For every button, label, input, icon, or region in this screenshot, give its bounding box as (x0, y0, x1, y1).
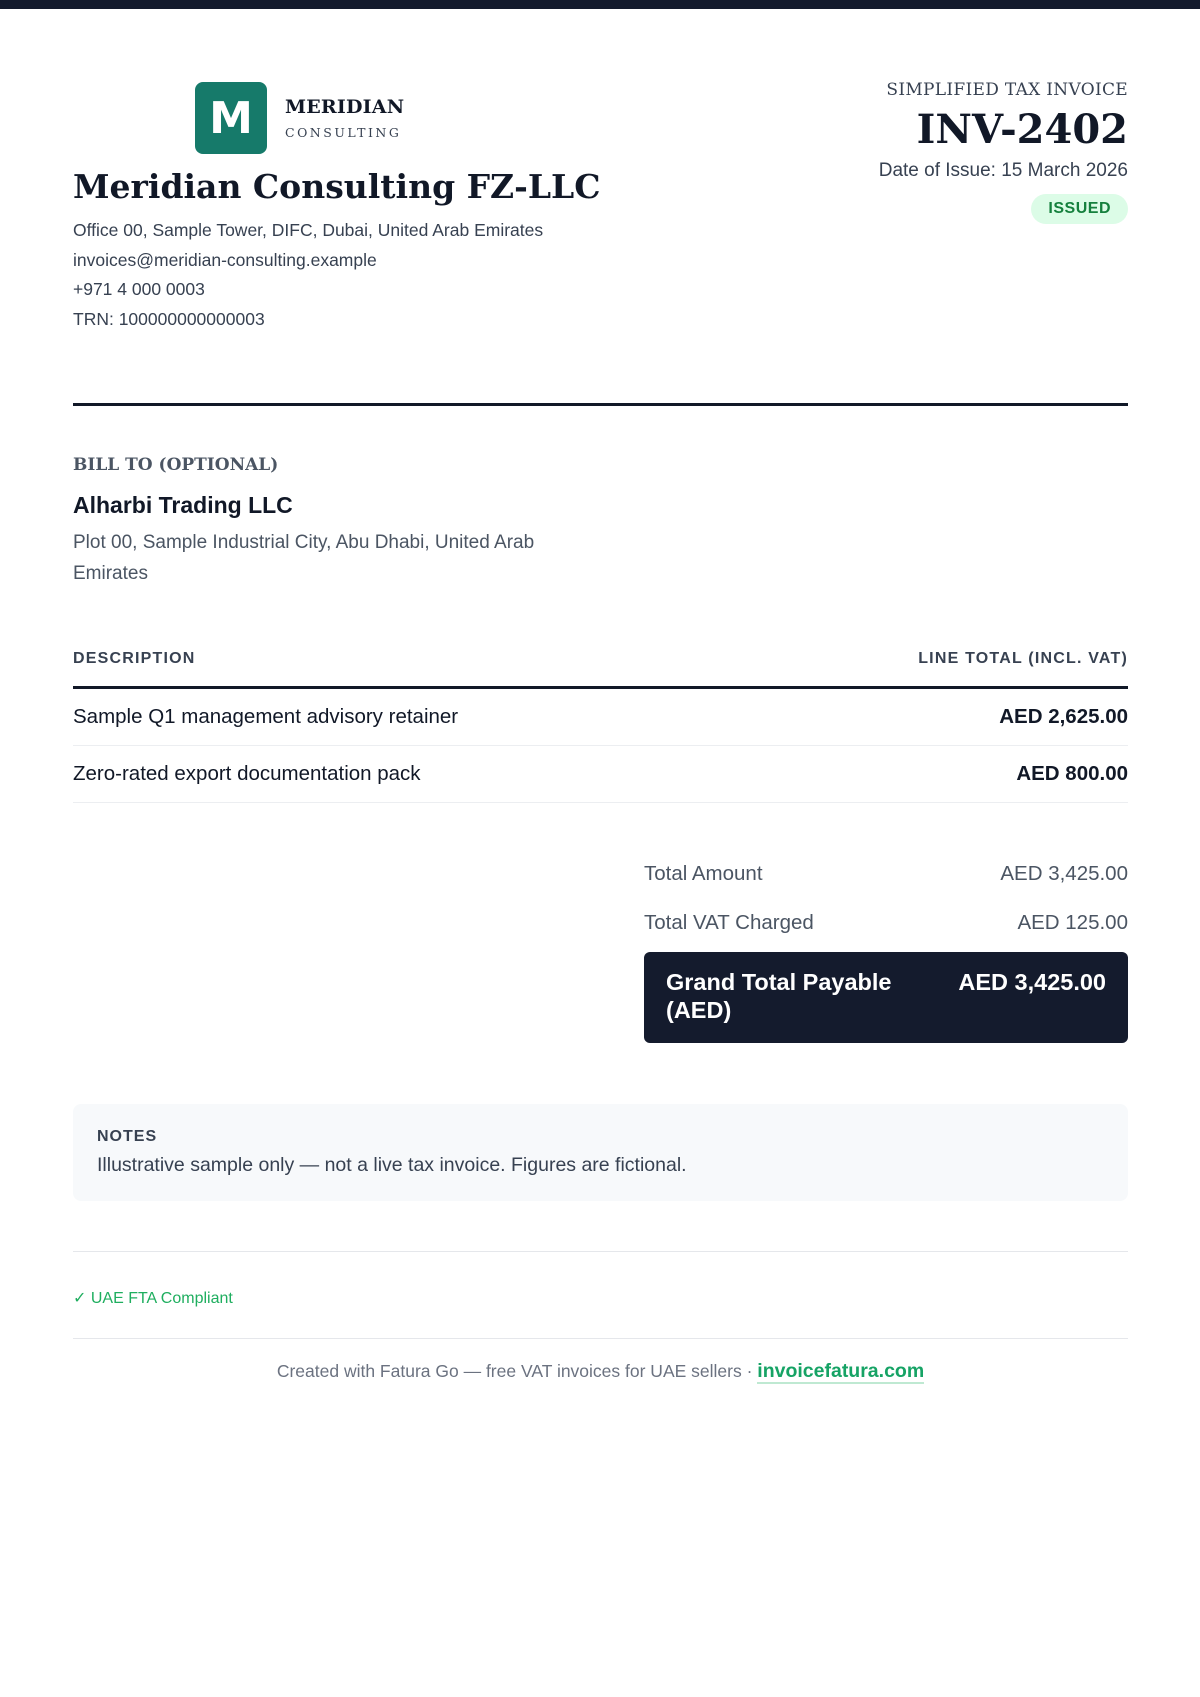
notes-divider (73, 1251, 1128, 1252)
bill-to-name: Alharbi Trading LLC (73, 492, 293, 518)
logo-wordmark (285, 96, 404, 140)
item-line-total: AED 800.00 (1016, 762, 1128, 785)
grand-total-label: Grand Total Payable (AED) (666, 969, 892, 1023)
seller-trn: TRN: 100000000000003 (73, 308, 265, 329)
document-type: SIMPLIFIED TAX INVOICE (886, 80, 1128, 100)
bill-to-address: Plot 00, Sample Industrial City, Abu Dhabi, United Arab Emirates (73, 532, 535, 584)
issue-date: Date of Issue: 15 March 2026 (878, 160, 1128, 181)
item-description: Sample Q1 management advisory retainer (73, 705, 459, 728)
seller-details (73, 216, 543, 334)
bill-to-heading: BILL TO (OPTIONAL) (73, 455, 279, 475)
table-row (73, 746, 1128, 803)
company-logo (195, 82, 404, 154)
logo-subtitle: CONSULTING (285, 125, 402, 140)
notes-heading: NOTES (97, 1128, 158, 1145)
notes-text: Illustrative sample only — not a live tax invoice. Figures are fictional. (97, 1154, 687, 1176)
total-amount-value: AED 3,425.00 (1000, 862, 1128, 885)
column-header-line-total: LINE TOTAL (INCL. VAT) (918, 650, 1128, 667)
invoice-meta (879, 80, 1128, 224)
compliance-badge: ✓ UAE FTA Compliant (73, 1290, 233, 1307)
total-vat-value: AED 125.00 (1017, 911, 1128, 934)
seller-phone: +971 4 000 0003 (73, 279, 205, 299)
total-amount-label: Total Amount (644, 862, 763, 885)
footer-text: Created with Fatura Go — free VAT invoices for UAE sellers · (276, 1361, 758, 1381)
column-header-description: DESCRIPTION (73, 650, 196, 667)
items-table-header (73, 650, 1128, 668)
total-vat-row (644, 911, 1128, 935)
seller-address: Office 00, Sample Tower, DIFC, Dubai, United Arab Emirates (73, 220, 544, 240)
footer-link[interactable]: invoicefatura.com (757, 1360, 925, 1382)
top-accent-bar (0, 0, 1200, 9)
seller-email: invoices@meridian-consulting.example (73, 249, 377, 270)
item-description: Zero-rated export documentation pack (73, 762, 421, 785)
footer-divider (73, 1338, 1128, 1339)
total-amount-row (644, 862, 1128, 886)
footer (73, 1360, 1128, 1383)
seller-name: Meridian Consulting FZ-LLC (73, 167, 601, 206)
header-divider (73, 403, 1128, 406)
table-row (73, 689, 1128, 746)
notes-box (73, 1104, 1128, 1201)
grand-total-box (644, 952, 1128, 1043)
item-line-total: AED 2,625.00 (999, 705, 1128, 728)
invoice-number: INV-2402 (916, 106, 1128, 153)
grand-total-value: AED 3,425.00 (958, 969, 1106, 995)
logo-name: MERIDIAN (285, 96, 405, 118)
total-vat-label: Total VAT Charged (644, 911, 814, 934)
logo-mark-icon: M (195, 82, 267, 154)
status-badge: ISSUED (1031, 194, 1128, 224)
